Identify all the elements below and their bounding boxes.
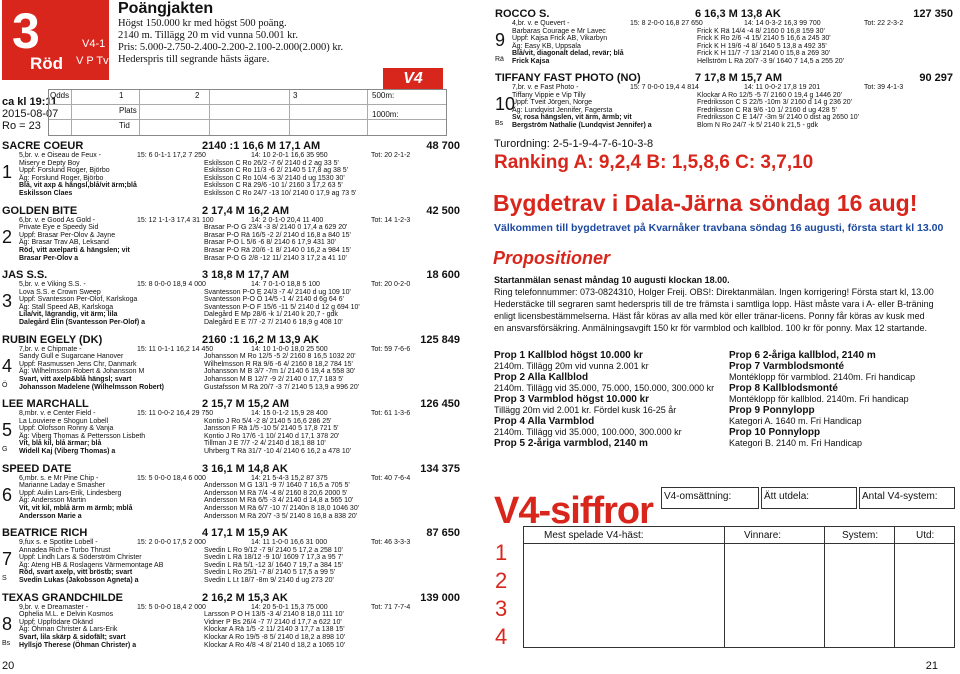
- start-record: Klockar A Ro 19/5 -8 5/ 2140 d 18,2 a 898 10': [204, 633, 346, 641]
- horse-detail: Äg: Easy KB, Uppsala: [512, 42, 581, 50]
- v4-utdelning-box: [761, 487, 857, 509]
- prop-title: Prop 3 Varmblod högst 10.000 kr: [494, 394, 650, 405]
- horse-name: JAS S.S.: [2, 269, 48, 281]
- ranking: Ranking A: 9,2,4 B: 1,5,8,6 C: 3,7,10: [494, 152, 814, 173]
- start-record: Gustafsson M Rä 20/7 -3 7/ 2140 5 13,9 a 996 20': [204, 383, 360, 391]
- ad-title: Bygdetrav i Dala-Järna söndag 16 aug!: [493, 190, 918, 216]
- race-badge: [2, 0, 109, 80]
- horse-detail: Äg: Lundqvist Jennifer, Fagersta: [512, 106, 613, 114]
- start-record: Johansson M B 3/7 -7m 1/ 2140 6 19,4 a 558 30': [204, 368, 356, 376]
- race-condition: 2140 m. Tillägg 20 m vid vunna 50.001 kr.: [118, 30, 298, 41]
- race-title: Poängjakten: [118, 0, 214, 17]
- prop-detail: Kategori B. 2140 m. Fri Handicap: [729, 438, 863, 448]
- v4-omsattning-box: [661, 487, 759, 509]
- start-record: Eskilsson C Rä 29/6 -10 1/ 2160 3 17,2 63 5': [204, 182, 343, 190]
- season-stats: 14: 10 1-0-0 18,0 25 500: [251, 345, 328, 353]
- horse-odds: 2 16,2 M 15,3 AK: [202, 591, 288, 604]
- ad-body: [494, 274, 960, 334]
- start-record: Svedin L Lt 18/7 -8m 9/ 2140 d ug 273 20': [204, 577, 334, 584]
- start-record: Brasar P-O G 23/4 -3 8/ 2140 0 17,4 a 629 20': [204, 224, 348, 232]
- horse-detail: Vit, blå kil, blå ärmar; blå: [19, 440, 102, 448]
- horse-detail: Uppf: Lindh Lars & Söderström Christer: [19, 554, 142, 562]
- horse-entry: [2, 140, 460, 198]
- horse-detail: Uppf: Brasar Per-Olov & Jayne: [19, 231, 116, 239]
- start-record: Johansson M B 12/7 -9 2/ 2140 0 17,7 183 5': [204, 375, 344, 383]
- horse-entry: [2, 527, 460, 585]
- horse-detail: 4,br. v. e Quevert -: [512, 20, 570, 27]
- horse-name: TIFFANY FAST PHOTO (NO): [495, 72, 641, 84]
- v4-table: [523, 526, 955, 648]
- race-number: 3: [12, 3, 40, 59]
- ad-body-line: en ansvarsförsäkring. Anmälningsavgift 150 kr för varmblod och kallblod. 100 kr för ponny. Max 12 startande.: [494, 323, 928, 333]
- season-stats: 14: 2 0-1-0 20,4 11 400: [251, 216, 324, 224]
- season-stats: Tot: 39 4-1-3: [864, 84, 904, 91]
- horse-detail: 5,br. v. e Viking S.S. -: [19, 281, 86, 288]
- horse-detail: Röd, svart axelp, vitt bröstb; svart: [19, 569, 133, 577]
- v4-logo: V4: [383, 68, 443, 90]
- horse-detail: La Louviere e Shogun Lobell: [19, 417, 109, 425]
- start-record: Brasar P-O Rä 20/6 -1 8/ 2140 0 16,2 a 984 15': [204, 246, 351, 254]
- horse-name: LEE MARCHALL: [2, 398, 89, 410]
- start-record: Wilhelmsson R Rä 9/6 -6 4/ 2160 8 18,2 784 15': [204, 360, 353, 368]
- race-ro: Ro = 23: [2, 120, 41, 132]
- prop-detail: 2140m. Tillägg 20m vid vunna 2.001 kr: [494, 361, 649, 371]
- start-prefix: Rä: [495, 56, 504, 63]
- horse-detail: Sandy Gull e Sugarcane Hanover: [19, 353, 124, 361]
- horse-name: GOLDEN BITE: [2, 204, 78, 217]
- horse-detail: Äg: Andersson Martin: [19, 497, 86, 505]
- start-number: 5: [2, 420, 13, 440]
- horse-entry: [2, 269, 460, 327]
- start-record: Brasar P-O L 5/6 -6 8/ 2140 6 17,9 431 30': [204, 239, 336, 247]
- horse-earnings: 139 000: [420, 591, 460, 604]
- horse-detail: Äg: Wilhelmsson Robert & Johansson M: [19, 368, 145, 376]
- season-stats: Tot: 40 7-6-4: [371, 474, 411, 482]
- season-stats: 15: 6 0-1-1 17,2 7 250: [137, 152, 206, 159]
- horse-name: RUBIN EGELY (DK): [2, 333, 103, 346]
- season-stats: 15: 7 0-0-0 19,4 4 814: [630, 84, 699, 91]
- horse-detail: Svart, vitt axelp&blå hängsl; svart: [19, 375, 132, 383]
- start-time: ca kl 19:11: [2, 96, 58, 108]
- season-stats: 15: 2 0-0-0 17,5 2 000: [137, 539, 206, 546]
- race-color: Röd: [30, 54, 64, 73]
- grid-col-2: 2: [195, 91, 200, 100]
- start-record: Fredriksson C Rä 9/6 -10 1/ 2160 d ug 428 5': [697, 106, 837, 114]
- horse-detail: 9,fux s. e Spotlite Lobell -: [19, 539, 98, 546]
- season-stats: 14: 20 5-0-1 15,3 75 000: [251, 603, 328, 611]
- season-stats: Tot: 59 7-6-6: [371, 345, 411, 353]
- season-stats: 15: 8 2-0-0 16,8 27 650: [630, 20, 703, 27]
- horse-name: SACRE COEUR: [2, 140, 84, 152]
- horse-detail: Uppf: Svantesson Per-Olof, Karlskoga: [19, 296, 138, 304]
- notes-grid: [48, 89, 447, 136]
- horse-detail: Uppf: Olofsson Ronny & Vanja: [19, 425, 114, 433]
- start-record: Andersson M Rä 6/5 -3 4/ 2140 d 14,8 a 565 10': [204, 497, 354, 505]
- start-prefix: Bs: [2, 639, 11, 647]
- horse-detail: Äg: Viberg Thomas & Pettersson Lisbeth: [19, 432, 146, 440]
- grid-col-1: 1: [119, 91, 124, 100]
- start-record: Svedin L Ro 25/1 -7 8/ 2140 5 17,5 a 99 5': [204, 569, 336, 577]
- horse-detail: Blå/vit, diagonalt delad, revär; blå: [512, 50, 624, 58]
- ad-body-line: Startanmälan senast måndag 10 augusti klockan 18.00.: [494, 275, 730, 285]
- start-number: 10: [495, 94, 516, 114]
- horse-detail: Sv, rosa hängslen, vit ärm, ärmb; vit: [512, 114, 632, 122]
- horse-entry: [495, 72, 953, 130]
- start-number: 2: [2, 226, 13, 247]
- start-record: Dalegård E E 7/7 -2 7/ 2140 6 18,9 g 408 10': [204, 319, 343, 326]
- v4-title: V4-siffror: [494, 490, 653, 532]
- horse-odds: 3 18,8 M 17,7 AM: [202, 269, 290, 281]
- horse-detail: Äg: Ateng HB & Roslagens Värmemontage AB: [19, 561, 164, 569]
- prop-title: Prop 8 Kallblodsmonté: [729, 383, 838, 394]
- horse-detail: 6,br. v. e Good As Gold -: [19, 216, 96, 224]
- ad-prop-title: Propositioner: [493, 248, 611, 268]
- start-record: Fredriksson C E 14/7 -3m 9/ 2140 0 dist ag 2650 10': [697, 114, 860, 122]
- horse-detail: 5,br. v. e Oiseau de Feux -: [19, 152, 101, 159]
- start-prefix: Ö: [2, 381, 8, 389]
- season-stats: 14: 11 0-0-2 17,8 19 201: [744, 84, 821, 91]
- season-stats: Tot: 22 2-3-2: [864, 20, 904, 27]
- horse-earnings: 126 450: [420, 398, 460, 410]
- horse-detail: Bergström Nathalie (Lundqvist Jennifer) a: [512, 122, 652, 129]
- right-page: [493, 0, 960, 674]
- season-stats: 15: 11 0-1-1 16,2 14 450: [137, 345, 214, 353]
- horse-detail: Widell Kaj (Viberg Thomas) a: [19, 448, 116, 455]
- start-record: Frick K H 19/6 -4 8/ 1640 5 13,8 a 492 35': [697, 42, 827, 50]
- start-number: 3: [2, 291, 13, 311]
- horse-detail: Eskilsson Claes: [19, 190, 73, 197]
- start-number: 4: [2, 355, 13, 376]
- grid-odds-label: Odds: [50, 91, 70, 100]
- page-number: 21: [925, 660, 938, 672]
- v4-row-number: 3: [495, 596, 508, 621]
- start-record: Jansson F Rä 1/5 -10 5/ 2140 5 17,8 721 5': [204, 425, 339, 433]
- horse-earnings: 18 600: [426, 269, 460, 281]
- start-number: 9: [495, 30, 506, 50]
- horse-detail: Svart, lila skärp & sidofält; svart: [19, 633, 126, 641]
- v4-row-number: 1: [495, 540, 508, 565]
- prop-title: Prop 1 Kallblod högst 10.000 kr: [494, 350, 643, 361]
- horse-odds: 2 17,4 M 16,2 AM: [202, 204, 290, 217]
- horse-detail: Lila/vit, lägrandig, vit ärm; lila: [19, 311, 118, 319]
- left-page: [0, 0, 462, 674]
- start-record: Klockar A Ro 4/8 -4 8/ 2140 d 18,2 a 1065 10': [204, 641, 346, 649]
- race-condition: Pris: 5.000-2.750-2.400-2.200-2.100-2.000(2.000) kr.: [118, 42, 344, 53]
- horse-entry: [2, 334, 460, 392]
- horse-entry: [2, 205, 460, 263]
- horse-detail: Äg: Forslund Roger, Björbo: [19, 174, 104, 182]
- ad-body-line: Hederstäcke till segraren samt hederspris till de tre främsta i samtliga lopp. Häst måste vara i A- eller B-träning: [494, 299, 934, 309]
- turordning: Turordning: 2-5-1-9-4-7-6-10-3-8: [494, 138, 654, 150]
- horse-detail: Private Eye e Speedy Sid: [19, 224, 99, 232]
- start-number: 7: [2, 549, 13, 569]
- season-stats: Tot: 20 0-2-0: [371, 281, 411, 288]
- horse-odds: 4 17,1 M 15,9 AK: [202, 527, 288, 539]
- prop-detail: 2140m. Tillägg vid 35.000, 100.000, 300.000 kr: [494, 427, 682, 437]
- start-record: Johansson M Ro 12/5 -5 2/ 2160 8 16,5 1032 20': [204, 353, 356, 361]
- start-record: Klockar A Rä 1/5 -2 11/ 2140 3 17,7 a 138 15': [204, 626, 345, 634]
- start-record: Svantesson P-O F 15/6 -11 5/ 2140 d 12 g 694 10': [204, 303, 360, 311]
- start-record: Uhrberg T Rä 31/7 -10 4/ 2140 6 16,2 a 478 10': [204, 448, 352, 455]
- horse-detail: 8,mbr. v. e Center Field -: [19, 410, 96, 417]
- start-record: Eskilsson C Ro 24/7 -13 10/ 2140 0 17,9 ag 73 5': [204, 190, 357, 197]
- start-record: Fredriksson C S 22/5 -10m 3/ 2160 d 14 g 236 20': [697, 99, 853, 107]
- horse-detail: Tiffany Vippie e Vip Tilly: [512, 91, 586, 99]
- prop-title: Prop 10 Ponnylopp: [729, 427, 821, 438]
- season-stats: Tot: 71 7-7-4: [371, 603, 411, 611]
- horse-detail: 9,br. v. e Dreamaster -: [19, 603, 89, 611]
- horse-detail: 6,mbr. s. e Mr Pine Chip -: [19, 474, 99, 482]
- start-record: Frick K Rä 14/4 -4 8/ 2160 0 16,8 159 30': [697, 27, 825, 35]
- prop-title: Prop 5 2-åriga varmblod, 2140 m: [494, 438, 648, 449]
- horse-detail: Lova S.S. e Crown Sweep: [19, 288, 101, 296]
- horse-detail: Uppf: Uppfödare Okänd: [19, 618, 93, 626]
- ad-subtitle: Välkommen till bygdetravet på Kvarnåker travbana söndag 16 augusti, första start kl 13.00: [494, 222, 944, 234]
- ad-body-line: enligt licensbestämmelserna. Häst får köras av alla med kör eller tränar-licens. Ponny får köras av kusk med: [494, 311, 925, 321]
- prop-title: Prop 9 Ponnylopp: [729, 405, 815, 416]
- start-record: Frick K Ro 2/6 -4 15/ 2140 5 16,6 a 245 30': [697, 35, 831, 43]
- horse-detail: Äg: Öhman Christer & Lars-Erik: [19, 626, 118, 634]
- start-record: Kontio J Ro 17/6 -1 10/ 2140 d 17,1 378 20': [204, 432, 340, 440]
- season-stats: 15: 11 0-0-2 16,4 29 750: [137, 410, 214, 417]
- season-stats: 14: 7 0-1-0 18,8 5 100: [251, 281, 320, 288]
- horse-detail: Andersson Marie a: [19, 512, 82, 520]
- horse-detail: Annadea Rich e Turbo Thrust: [19, 546, 111, 554]
- horse-detail: Äg: Stall Speed AB, Karlskoga: [19, 303, 114, 311]
- horse-detail: 7,br. v. e Fast Photo -: [512, 84, 579, 91]
- start-number: 8: [2, 613, 13, 634]
- horse-detail: Uppf: Aulin Lars-Erik, Lindesberg: [19, 489, 122, 497]
- horse-entry: [495, 8, 953, 66]
- horse-detail: Misery e Depty Boy: [19, 159, 80, 167]
- start-record: Blom N Ro 24/7 -k 5/ 2140 k 21,5 - gdk: [697, 122, 819, 129]
- prop-title: Prop 2 Alla Kallblod: [494, 372, 589, 383]
- horse-odds: 7 17,8 M 15,7 AM: [695, 72, 783, 84]
- race-vp: V P Tv: [76, 55, 109, 67]
- start-record: Svedin L Rä 18/12 -9 10/ 1609 7 17,3 a 95 7': [204, 554, 343, 562]
- prop-title: Prop 7 Varmblodsmonté: [729, 361, 845, 372]
- season-stats: Tot: 46 3-3-3: [371, 539, 411, 546]
- start-record: Andersson M Rä 7/4 -4 8/ 2160 8 20,6 2000 5': [204, 489, 348, 497]
- season-stats: 15: 5 0-0-0 18,4 6 000: [137, 474, 206, 482]
- horse-detail: Marianne Laday e Smasher: [19, 482, 105, 490]
- start-record: Svedin L Ro 9/12 -7 9/ 2140 5 17,2 a 258 10': [204, 546, 343, 554]
- horse-detail: Uppf: Kajsa Frick AB, Vikarbyn: [512, 35, 608, 43]
- grid-1000m: 1000m:: [372, 110, 399, 119]
- v4-omsattning-label: V4-omsättning:: [664, 491, 732, 502]
- start-record: Svantesson P-O Ö 14/5 -1 4/ 2140 d 6g 64 6': [204, 296, 344, 304]
- horse-detail: Vit, vit kil, mblå ärm m ärmb; mblå: [19, 504, 133, 512]
- horse-odds: 2160 :1 16,2 M 13,9 AK: [202, 333, 319, 346]
- start-record: Brasar P-O G 2/8 -12 11/ 2140 3 17,2 a 41 10': [204, 254, 347, 262]
- season-stats: Tot: 14 1-2-3: [371, 216, 411, 224]
- start-record: Hellström L Rä 20/7 -3 9/ 1640 7 14,5 a 255 20': [697, 58, 845, 65]
- horse-odds: 2 15,7 M 15,2 AM: [202, 398, 290, 410]
- horse-earnings: 48 700: [426, 140, 460, 152]
- horse-detail: Uppf: Forslund Roger, Björbo: [19, 167, 110, 175]
- v4-col-system: System:: [842, 530, 879, 541]
- start-prefix: G: [2, 446, 8, 453]
- start-record: Eskilsson C Ro 10/4 -6 3/ 2140 d ug 1530 30': [204, 174, 345, 182]
- prop-detail: Tillägg 20m vid 2.001 kr. Fördel kusk 16-25 år: [494, 405, 677, 415]
- horse-detail: Brasar Per-Olov a: [19, 254, 79, 262]
- page-number: 20: [2, 660, 15, 672]
- horse-detail: Ophelia M.L. e Delvin Kosmos: [19, 611, 114, 619]
- v4-col-vinnare: Vinnare:: [744, 530, 782, 541]
- start-record: Larsson P O H 13/5 -3 4/ 2140 8 18,0 111 10': [204, 611, 344, 619]
- horse-name: BEATRICE RICH: [2, 527, 88, 539]
- horse-detail: 7,br. v. e Chipmate -: [19, 345, 82, 353]
- v4-col-utd: Utd:: [916, 530, 935, 541]
- season-stats: 14: 14 0-3-2 16,3 99 700: [744, 20, 821, 27]
- props-right: [729, 350, 959, 449]
- horse-earnings: 125 849: [420, 333, 460, 346]
- ad-body-line: Ring telefonnummer: 073-0824310, Holger Freij. OBS!: Direktanmälan. Ingen korrigering! Första start kl, 13.00: [494, 287, 934, 297]
- horse-earnings: 127 350: [913, 8, 953, 20]
- horse-earnings: 90 297: [919, 72, 953, 84]
- grid-500m: 500m:: [372, 91, 395, 100]
- horse-detail: Dalegård Elin (Svantesson Per-Olof) a: [19, 319, 146, 326]
- prop-detail: 2140m. Tillägg vid 35.000, 75.000, 150.000, 300.000 kr: [494, 383, 715, 393]
- start-record: Vidner P Bs 26/4 -7 7/ 2140 d 17,7 a 622 10': [204, 618, 342, 626]
- horse-odds: 6 16,3 M 13,8 AK: [695, 8, 781, 20]
- grid-col-3: 3: [293, 91, 298, 100]
- season-stats: Tot: 61 1-3-6: [371, 410, 411, 417]
- start-record: Svantesson P-O E 24/3 -7 4/ 2140 d ug 109 10': [204, 288, 351, 296]
- start-record: Andersson M G 13/1 -9 7/ 1640 7 16,5 a 705 5': [204, 482, 350, 490]
- start-record: Eskilsson C Ro 26/2 -7 6/ 2140 d 2 ag 33 5': [204, 159, 339, 167]
- v4-col-mest: Mest spelade V4-häst:: [544, 530, 644, 541]
- v4-row-number: 4: [495, 624, 508, 649]
- horse-earnings: 87 650: [426, 527, 460, 539]
- start-number: 6: [2, 484, 13, 505]
- prop-detail: Kategori A. 1640 m. Fri Handicap: [729, 416, 862, 426]
- horse-odds: 3 16,1 M 14,8 AK: [202, 462, 288, 475]
- horse-detail: Äg: Brasar Trav AB, Leksand: [19, 239, 109, 247]
- horse-entry: [2, 463, 460, 521]
- horse-detail: Uppf: Tveit Jörgen, Norge: [512, 99, 593, 107]
- prop-detail: Montéklopp för varmblod. 2140m. Fri handicap: [729, 372, 916, 382]
- horse-detail: Röd, vitt axelparti & hängslen; vit: [19, 246, 130, 254]
- season-stats: 14: 10 2-0-1 16,6 35 950: [251, 152, 328, 159]
- horse-name: ROCCO S.: [495, 8, 550, 20]
- horse-name: SPEED DATE: [2, 462, 72, 475]
- start-record: Andersson M Rä 6/7 -10 7/ 2140n 8 18,0 1046 30': [204, 504, 360, 512]
- horse-detail: Frick Kajsa: [512, 58, 550, 65]
- season-stats: 14: 11 1-0-0 16,6 31 000: [251, 539, 328, 546]
- horse-entry: [2, 592, 460, 650]
- props-left: [494, 350, 724, 449]
- v4-row-number: 2: [495, 568, 508, 593]
- horse-detail: Uppf: Rasmussen Jens Chr, Danmark: [19, 360, 137, 368]
- horse-entry: [2, 398, 460, 456]
- start-prefix: Bs: [495, 120, 504, 127]
- prop-detail: Montéklopp för kallblod. 2140m. Fri handicap: [729, 394, 909, 404]
- race-v4-label: V4-1: [82, 38, 106, 50]
- race-date: 2015-08-07: [2, 108, 59, 120]
- grid-plats-label: Plats: [119, 106, 137, 115]
- horse-detail: Johansson Madelene (Wilhelmsson Robert): [19, 383, 165, 391]
- horse-detail: Blå, vit axp & hängsl,blå/vit ärm;blå: [19, 182, 137, 190]
- start-record: Eskilsson C Ro 11/3 -6 2/ 2140 5 17,8 ag 38 5': [204, 167, 349, 175]
- horse-earnings: 42 500: [426, 204, 460, 217]
- horse-detail: Barbaras Courage e Mr Lavec: [512, 27, 606, 35]
- season-stats: 14: 15 0-1-2 15,9 28 400: [251, 410, 328, 417]
- horse-name: TEXAS GRANDCHILDE: [2, 591, 124, 604]
- horse-detail: Hyllsjö Therese (Öhman Christer) a: [19, 641, 137, 649]
- grid-tid-label: Tid: [119, 121, 130, 130]
- v4-utdelning-label: Ätt utdela:: [764, 491, 810, 502]
- start-record: Frick K H 11/7 -7 13/ 2140 0 15,8 a 269 30': [697, 50, 831, 58]
- start-record: Brasar P-O Rä 16/5 -2 2/ 2140 d 16,8 a 840 15': [204, 231, 351, 239]
- prop-title: Prop 6 2-åriga kallblod, 2140 m: [729, 350, 876, 361]
- season-stats: 15: 12 1-1-3 17,4 31 100: [137, 216, 214, 224]
- horse-earnings: 134 375: [420, 462, 460, 475]
- start-record: Dalegård E Mp 28/6 -k 1/ 2140 k 20,7 - gdk: [204, 311, 338, 319]
- start-record: Tillman J E 7/7 -2 4/ 2140 d 18,1 88 10': [204, 440, 326, 448]
- season-stats: Tot: 20 2-1-2: [371, 152, 411, 159]
- season-stats: 15: 5 0-0-0 18,4 2 000: [137, 603, 206, 611]
- start-record: Kontio J Ro 5/4 -2 8/ 2140 5 16,6 286 25': [204, 417, 332, 425]
- start-record: Andersson M Rä 20/7 -3 5/ 2140 8 16,8 a 838 20': [204, 512, 358, 520]
- start-prefix: S: [2, 575, 7, 582]
- start-number: 1: [2, 162, 13, 182]
- v4-antal-box: [859, 487, 955, 509]
- start-record: Klockar A Ro 12/5 -5 7/ 2160 0 19,4 g 1446 20': [697, 91, 842, 99]
- start-record: Svedin L Rä 5/1 -12 3/ 1640 7 19,7 a 384 15': [204, 561, 343, 569]
- race-condition: Högst 150.000 kr med högst 500 poäng.: [118, 18, 287, 29]
- horse-odds: 2140 :1 16,6 M 17,1 AM: [202, 140, 321, 152]
- v4-antal-label: Antal V4-system:: [862, 491, 938, 502]
- horse-detail: Svedin Lukas (Jakobsson Agneta) a: [19, 577, 139, 584]
- race-condition: Hederspris till segrande hästs ägare.: [118, 54, 270, 65]
- season-stats: 14: 21 5-4-3 15,2 87 375: [251, 474, 328, 482]
- prop-title: Prop 4 Alla Varmblod: [494, 416, 595, 427]
- season-stats: 15: 8 0-0-0 18,9 4 000: [137, 281, 206, 288]
